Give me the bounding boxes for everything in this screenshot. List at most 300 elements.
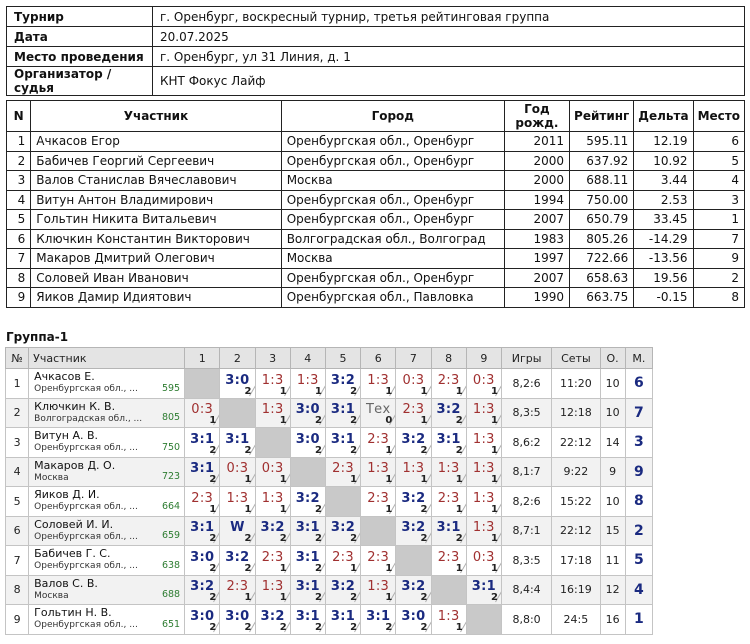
participant-city: Оренбургская обл., Оренбург [281,132,504,152]
cross-player-rating: 595 [161,382,181,394]
match-points: 2 [385,621,393,633]
match-points: 2 [455,415,463,426]
match-points: 1 [385,385,393,397]
cross-player-cell [29,546,185,576]
match-score: 3:2 [260,520,285,536]
participant-place: 2 [693,268,744,288]
cross-row-number: 6 [6,516,29,546]
cross-place: 3 [625,428,652,458]
match-points: 2 [490,592,498,603]
match-result-cell [466,487,501,517]
cross-diagonal-cell [220,398,255,428]
cross-sets: 11:20 [552,369,600,399]
participant-delta: -14.29 [634,229,693,249]
match-result-cell [325,605,360,635]
match-score: 3:1 [471,579,496,595]
cross-place: 1 [625,605,652,635]
participant-number: 6 [7,229,31,249]
match-result-cell [361,369,396,399]
cross-row-number: 5 [6,487,29,517]
participant-name: Ключкин Константин Викторович [31,229,281,249]
match-score: 3:2 [401,579,426,595]
match-points: 1 [244,503,252,515]
cross-player-name: Валов С. В. [34,576,98,590]
cross-player-cell [29,487,185,517]
match-points: 2 [420,533,428,544]
participant-rating: 650.79 [570,210,634,230]
cross-player-city: Оренбургская обл., ... [34,531,138,542]
participant-rating: 637.92 [570,151,634,171]
match-score: 2:3 [367,549,390,565]
match-points: 2 [420,503,428,515]
match-result-cell [325,546,360,576]
match-points: 1 [420,474,428,485]
crosstable-row [6,516,653,546]
info-value: г. Оренбург, ул 31 Линия, д. 1 [153,47,745,67]
participant-place: 9 [693,249,744,269]
participant-row [7,210,745,230]
participant-place: 1 [693,210,744,230]
participant-city: Оренбургская обл., Оренбург [281,151,504,171]
group-crosstable [5,347,653,635]
match-points: 2 [244,444,252,456]
cross-player-name: Витун А. В. [34,429,99,443]
match-points: 1 [490,415,498,426]
match-score: 3:1 [295,520,320,536]
participant-rating: 750.00 [570,190,634,210]
cross-diagonal-cell [466,605,501,635]
match-result-cell [185,428,220,458]
cross-player-name: Соловей И. И. [34,517,114,531]
match-score: 3:2 [436,402,461,418]
match-result-cell [220,428,255,458]
info-row [7,7,745,27]
cross-player-name: Ачкасов Е. [34,370,95,384]
cross-games: 8,8:0 [501,605,551,635]
match-points: 2 [279,533,287,544]
cross-header-opponent: 4 [290,348,325,369]
match-score: 3:1 [295,608,320,624]
participant-delta: 2.53 [634,190,693,210]
match-points: 2 [314,503,322,515]
match-points: 2 [350,621,358,633]
participant-birth-year: 2007 [504,268,569,288]
match-points: 1 [244,474,252,485]
match-result-cell [431,457,466,487]
match-points: 1 [490,533,498,544]
match-points: 1 [385,444,393,456]
match-score: 2:3 [261,549,284,565]
participant-city: Оренбургская обл., Оренбург [281,268,504,288]
match-score: 1:3 [437,461,460,477]
match-score: 3:0 [295,402,320,418]
match-score: 2:3 [437,372,460,388]
match-result-cell [185,487,220,517]
participant-city: Москва [281,171,504,191]
match-points: 1 [490,444,498,456]
match-result-cell [431,516,466,546]
match-result-cell [185,398,220,428]
participant-birth-year: 1994 [504,190,569,210]
participant-delta: 19.56 [634,268,693,288]
cross-player-rating: 659 [161,530,181,541]
cross-header-opponent: 1 [185,348,220,369]
match-score: 1:3 [402,461,425,477]
match-result-cell [290,398,325,428]
participant-delta: 3.44 [634,171,693,191]
match-points: 2 [209,474,217,485]
match-result-cell [325,428,360,458]
cross-games: 8,7:1 [501,516,551,546]
match-points: 2 [314,533,322,544]
cross-header-place: М. [625,348,652,369]
participant-name: Гольтин Никита Витальевич [31,210,281,230]
match-result-cell [255,575,290,605]
match-points: 1 [350,474,358,485]
cross-place: 8 [625,487,652,517]
match-score: 1:3 [472,461,495,477]
match-score: 1:3 [367,461,390,477]
cross-diagonal-cell [361,516,396,546]
match-points: 1 [209,415,217,426]
cross-games: 8,4:4 [501,575,551,605]
cross-header-points: О. [600,348,625,369]
match-result-cell [361,398,396,428]
match-result-cell [431,605,466,635]
cross-player-city: Оренбургская обл., ... [34,620,138,631]
match-score: 3:1 [366,608,391,624]
match-score: 3:1 [295,579,320,595]
cross-row-number: 8 [6,575,29,605]
participant-number: 2 [7,151,31,171]
match-score: 3:2 [401,520,426,536]
participant-number: 8 [7,268,31,288]
match-result-cell [220,457,255,487]
header-n: N [7,101,31,132]
match-score: 3:2 [295,490,320,506]
match-score: 3:0 [190,608,215,624]
cross-points: 15 [600,516,625,546]
cross-sets: 16:19 [552,575,600,605]
cross-header-opponent: 5 [325,348,360,369]
participant-delta: 12.19 [634,132,693,152]
participant-birth-year: 2007 [504,210,569,230]
header-birth-year: Год рожд. [504,101,569,132]
info-value: 20.07.2025 [153,27,745,47]
cross-player-rating: 723 [161,471,181,482]
match-result-cell [431,487,466,517]
cross-player-name: Бабичев Г. С. [34,547,111,561]
match-result-cell [466,546,501,576]
match-points: 2 [420,621,428,633]
cross-header-opponent: 8 [431,348,466,369]
match-points: 1 [279,385,287,397]
match-score: 3:2 [401,490,426,506]
cross-sets: 22:12 [552,428,600,458]
participant-name: Соловей Иван Иванович [31,268,281,288]
match-result-cell [325,369,360,399]
match-result-cell [431,428,466,458]
cross-header-player: Участник [29,348,185,369]
match-result-cell [220,605,255,635]
cross-sets: 17:18 [552,546,600,576]
cross-place: 2 [625,516,652,546]
cross-sets: 22:12 [552,516,600,546]
cross-player-city: Оренбургская обл., ... [34,561,138,572]
cross-header-games: Игры [501,348,551,369]
participant-name: Валов Станислав Вячеславович [31,171,281,191]
cross-row-number: 3 [6,428,29,458]
cross-place: 5 [625,546,652,576]
match-score: 2:3 [226,579,249,595]
participant-rating: 805.26 [570,229,634,249]
match-score: 3:1 [330,608,356,624]
cross-games: 8,3:5 [501,398,551,428]
cross-points: 9 [600,457,625,487]
match-points: 2 [350,385,358,397]
match-points: 2 [314,415,322,426]
match-score: 3:2 [190,579,215,595]
participant-row [7,268,745,288]
cross-player-city: Оренбургская обл., ... [34,443,138,454]
info-row [7,67,745,96]
participant-row [7,190,745,210]
match-result-cell [325,575,360,605]
match-points: 2 [244,621,252,633]
info-row [7,47,745,67]
match-result-cell [220,487,255,517]
cross-points: 12 [600,575,625,605]
match-result-cell [396,605,431,635]
cross-player-rating: 688 [161,589,181,600]
match-points: 1 [279,415,287,426]
cross-player-rating: 750 [161,441,181,453]
match-result-cell [396,457,431,487]
match-points: 0 [385,415,393,426]
match-result-cell [466,398,501,428]
cross-header-opponent: 7 [396,348,431,369]
participant-birth-year: 2000 [504,151,569,171]
cross-player-cell [29,605,185,635]
cross-diagonal-cell [185,369,220,399]
cross-diagonal-cell [255,428,290,458]
match-result-cell [361,546,396,576]
cross-player-rating: 664 [161,500,181,512]
participants-table [6,100,745,308]
participant-rating: 663.75 [570,288,634,308]
match-result-cell [431,546,466,576]
group-title: Группа-1 [6,330,69,344]
match-result-cell [255,605,290,635]
participant-delta: -0.15 [634,288,693,308]
cross-player-name: Гольтин Н. В. [34,606,112,620]
match-result-cell [255,369,290,399]
match-result-cell [290,487,325,517]
participant-row [7,229,745,249]
match-score: 0:3 [226,461,249,477]
participant-place: 8 [693,288,744,308]
cross-player-rating: 805 [161,412,181,423]
participant-rating: 658.63 [570,268,634,288]
match-result-cell [255,487,290,517]
participant-row [7,132,745,152]
match-score: 3:1 [330,431,356,447]
match-result-cell [185,575,220,605]
match-score: 3:1 [295,549,320,565]
cross-player-cell [29,516,185,546]
match-points: 1 [455,385,463,397]
match-result-cell [290,369,325,399]
crosstable-row [6,457,653,487]
match-score: 3:1 [436,520,461,536]
participant-place: 4 [693,171,744,191]
participant-city: Москва [281,249,504,269]
match-score: 3:2 [401,431,426,447]
participant-delta: -13.56 [634,249,693,269]
match-result-cell [396,369,431,399]
match-result-cell [466,457,501,487]
match-result-cell [396,428,431,458]
match-result-cell [361,428,396,458]
cross-points: 10 [600,487,625,517]
participant-rating: 595.11 [570,132,634,152]
match-points: 2 [314,444,322,456]
match-score: 0:3 [472,549,495,565]
participants-header-row [7,101,745,132]
match-result-cell [361,487,396,517]
match-result-cell [255,398,290,428]
cross-diagonal-cell [431,575,466,605]
match-result-cell [185,457,220,487]
cross-points: 10 [600,398,625,428]
participant-rating: 688.11 [570,171,634,191]
match-result-cell [431,398,466,428]
participant-name: Яиков Дамир Идиятович [31,288,281,308]
participant-row [7,151,745,171]
match-score: 1:3 [472,402,495,418]
match-result-cell [220,575,255,605]
match-points: 1 [279,592,287,603]
participant-rating: 722.66 [570,249,634,269]
match-points: 2 [244,562,252,574]
participant-number: 9 [7,288,31,308]
participant-name: Ачкасов Егор [31,132,281,152]
match-score: 1:3 [261,372,284,388]
match-score: 0:3 [402,372,425,388]
match-score: 1:3 [472,490,495,506]
match-result-cell [290,546,325,576]
match-result-cell [325,457,360,487]
match-points: 1 [490,503,498,515]
match-points: 1 [279,562,287,574]
match-points: 2 [350,533,358,544]
cross-player-city: Оренбургская обл., ... [34,502,138,513]
match-points: 2 [455,444,463,456]
cross-games: 8,6:2 [501,428,551,458]
cross-games: 8,2:6 [501,369,551,399]
cross-points: 11 [600,546,625,576]
match-result-cell [255,457,290,487]
match-points: 2 [209,592,217,603]
cross-place: 6 [625,369,652,399]
match-result-cell [255,516,290,546]
match-score: 3:0 [295,431,320,447]
match-score: 1:3 [261,579,284,595]
match-score: 3:2 [330,372,356,388]
cross-games: 8,1:7 [501,457,551,487]
match-points: 2 [244,533,252,544]
match-score: 3:0 [225,608,250,624]
participant-row [7,171,745,191]
match-result-cell [290,575,325,605]
cross-header-opponent: 2 [220,348,255,369]
match-score: 3:1 [330,402,356,418]
participant-birth-year: 2000 [504,171,569,191]
match-points: 1 [350,562,358,574]
crosstable-row [6,487,653,517]
info-value: КНТ Фокус Лайф [153,67,745,96]
participant-city: Волгоградская обл., Волгоград [281,229,504,249]
match-score: 3:2 [225,549,250,565]
participant-delta: 10.92 [634,151,693,171]
cross-points: 14 [600,428,625,458]
cross-games: 8,3:5 [501,546,551,576]
match-score: 3:0 [190,549,215,565]
participant-birth-year: 1990 [504,288,569,308]
crosstable-row [6,398,653,428]
match-score: 1:3 [226,490,249,506]
match-score: 0:3 [261,461,284,477]
match-points: 1 [279,474,287,485]
cross-header-num: № [6,348,29,369]
match-points: 1 [490,474,498,485]
match-points: 1 [279,503,287,515]
cross-sets: 24:5 [552,605,600,635]
header-city: Город [281,101,504,132]
participant-place: 7 [693,229,744,249]
match-result-cell [185,546,220,576]
match-points: 1 [455,562,463,574]
match-score: 3:0 [225,372,250,388]
participant-place: 3 [693,190,744,210]
info-label: Место проведения [7,47,153,67]
cross-player-rating: 638 [161,559,181,571]
cross-header-opponent: 3 [255,348,290,369]
cross-games: 8,2:6 [501,487,551,517]
header-participant: Участник [31,101,281,132]
participant-birth-year: 2011 [504,132,569,152]
cross-points: 16 [600,605,625,635]
match-points: 2 [420,592,428,603]
match-score: 2:3 [437,549,460,565]
match-score: 3:1 [190,520,215,536]
match-points: 1 [209,503,217,515]
participant-name: Макаров Дмитрий Олегович [31,249,281,269]
cross-header-opponent: 9 [466,348,501,369]
match-score: 3:2 [260,608,285,624]
match-score: 0:3 [472,372,495,388]
match-score: 3:1 [190,461,215,477]
participant-birth-year: 1997 [504,249,569,269]
match-score: 2:3 [191,490,214,506]
match-points: 1 [385,592,393,603]
cross-sets: 9:22 [552,457,600,487]
cross-row-number: 7 [6,546,29,576]
match-result-cell [396,487,431,517]
match-score: 2:3 [332,461,354,477]
participant-delta: 33.45 [634,210,693,230]
match-points: 2 [314,592,322,603]
